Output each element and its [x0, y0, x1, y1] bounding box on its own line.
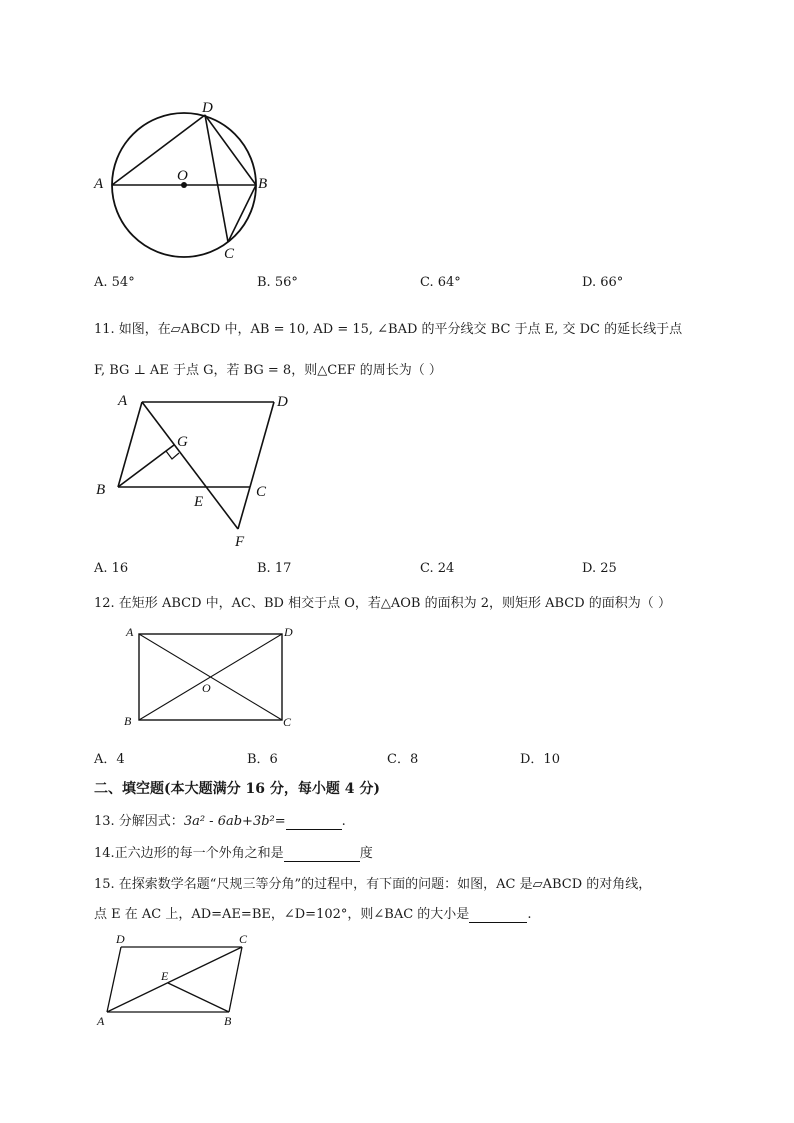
q14-line [94, 842, 373, 862]
q12-label-B: B [124, 714, 132, 728]
q10-option-b: B. 56° [257, 275, 298, 290]
q13-expression: 3a² - 6ab+3b²= [183, 814, 286, 829]
q10-segment-BC [228, 185, 256, 242]
q11-figure [90, 388, 310, 552]
q11-label-B: B [96, 482, 106, 498]
q11-side-AB [118, 402, 142, 487]
q15-label-B: B [224, 1014, 232, 1028]
q10-label-D: D [202, 100, 213, 116]
q15-line2-suffix: . [527, 907, 532, 922]
q11-segment-BG [118, 445, 174, 487]
q10-option-d: D. 66° [582, 275, 624, 290]
q10-segment-AD [112, 115, 205, 185]
q10-segment-DB [205, 115, 256, 185]
q10-segment-DC [205, 115, 228, 242]
q11-label-C: C [256, 484, 267, 500]
q10-label-A: A [94, 176, 104, 192]
q12-figure [118, 622, 308, 732]
q11-extension-CF [238, 487, 250, 529]
q15-diagonal-AC [107, 947, 242, 1012]
q15-side-BC [229, 947, 242, 1012]
q11-text-line2: F, BG ⊥ AE 于点 G，若 BG = 8，则△CEF 的周长为（ ） [94, 363, 442, 378]
q15-figure [92, 928, 262, 1032]
q10-option-c: C. 64° [420, 275, 461, 290]
q12-option-c: C．8 [387, 752, 419, 767]
q11-option-a: A. 16 [94, 561, 129, 576]
q13-suffix: . [341, 814, 346, 829]
q15-side-AD [107, 947, 121, 1012]
q15-text-line1: 15. 在探索数学名题“尺规三等分角”的过程中，有下面的问题：如图，AC 是▱ABCD 的对角线， [94, 877, 652, 892]
q13-line [94, 810, 346, 830]
q11-label-G: G [177, 434, 188, 450]
q11-label-D: D [277, 394, 288, 410]
q10-label-C: C [224, 246, 235, 262]
q11-label-A: A [118, 393, 128, 409]
q13-prefix: 13. 分解因式： [94, 814, 184, 829]
q12-label-D: D [284, 625, 293, 639]
q12-label-C: C [283, 715, 292, 729]
q12-text: 12. 在矩形 ABCD 中，AC、BD 相交于点 O，若△AOB 的面积为 2，则矩形 ABCD 的面积为（ ） [94, 596, 671, 611]
q10-label-O: O [177, 168, 188, 184]
q15-answer-blank[interactable] [469, 907, 527, 923]
q14-answer-blank[interactable] [284, 846, 360, 862]
q15-label-C: C [239, 932, 248, 946]
q10-label-B: B [258, 176, 268, 192]
q11-option-c: C. 24 [420, 561, 455, 576]
q12-option-b: B．6 [247, 752, 278, 767]
q11-label-F: F [235, 534, 245, 550]
q15-text-line2 [94, 903, 531, 923]
q11-label-E: E [194, 494, 204, 510]
q14-suffix: 度 [359, 846, 373, 861]
q11-option-b: B. 17 [257, 561, 292, 576]
q12-label-A: A [126, 625, 134, 639]
q14-prefix: 14.正六边形的每一个外角之和是 [94, 846, 284, 861]
section2-title: 二、填空题(本大题满分 16 分，每小题 4 分) [94, 781, 380, 797]
q10-figure [88, 95, 288, 265]
q15-line2-prefix: 点 E 在 AC 上，AD=AE=BE，∠D=102°，则∠BAC 的大小是 [94, 907, 470, 922]
q10-option-a: A. 54° [94, 275, 135, 290]
q11-right-angle-mark [166, 451, 179, 459]
q12-option-d: D．10 [520, 752, 560, 767]
q12-label-O: O [202, 681, 211, 695]
q13-answer-blank[interactable] [286, 814, 342, 830]
q11-option-d: D. 25 [582, 561, 617, 576]
q12-option-a: A．4 [94, 752, 125, 767]
q11-side-DC [250, 402, 274, 487]
q11-bisector-AF [142, 402, 238, 529]
q15-label-A: A [97, 1014, 105, 1028]
q15-label-D: D [116, 932, 125, 946]
q11-text-line1: 11. 如图，在▱ABCD 中，AB = 10, AD = 15, ∠BAD 的平分线交 BC 于点 E, 交 DC 的延长线于点 [94, 322, 683, 337]
q15-segment-BE [168, 983, 229, 1012]
q15-label-E: E [161, 969, 169, 983]
